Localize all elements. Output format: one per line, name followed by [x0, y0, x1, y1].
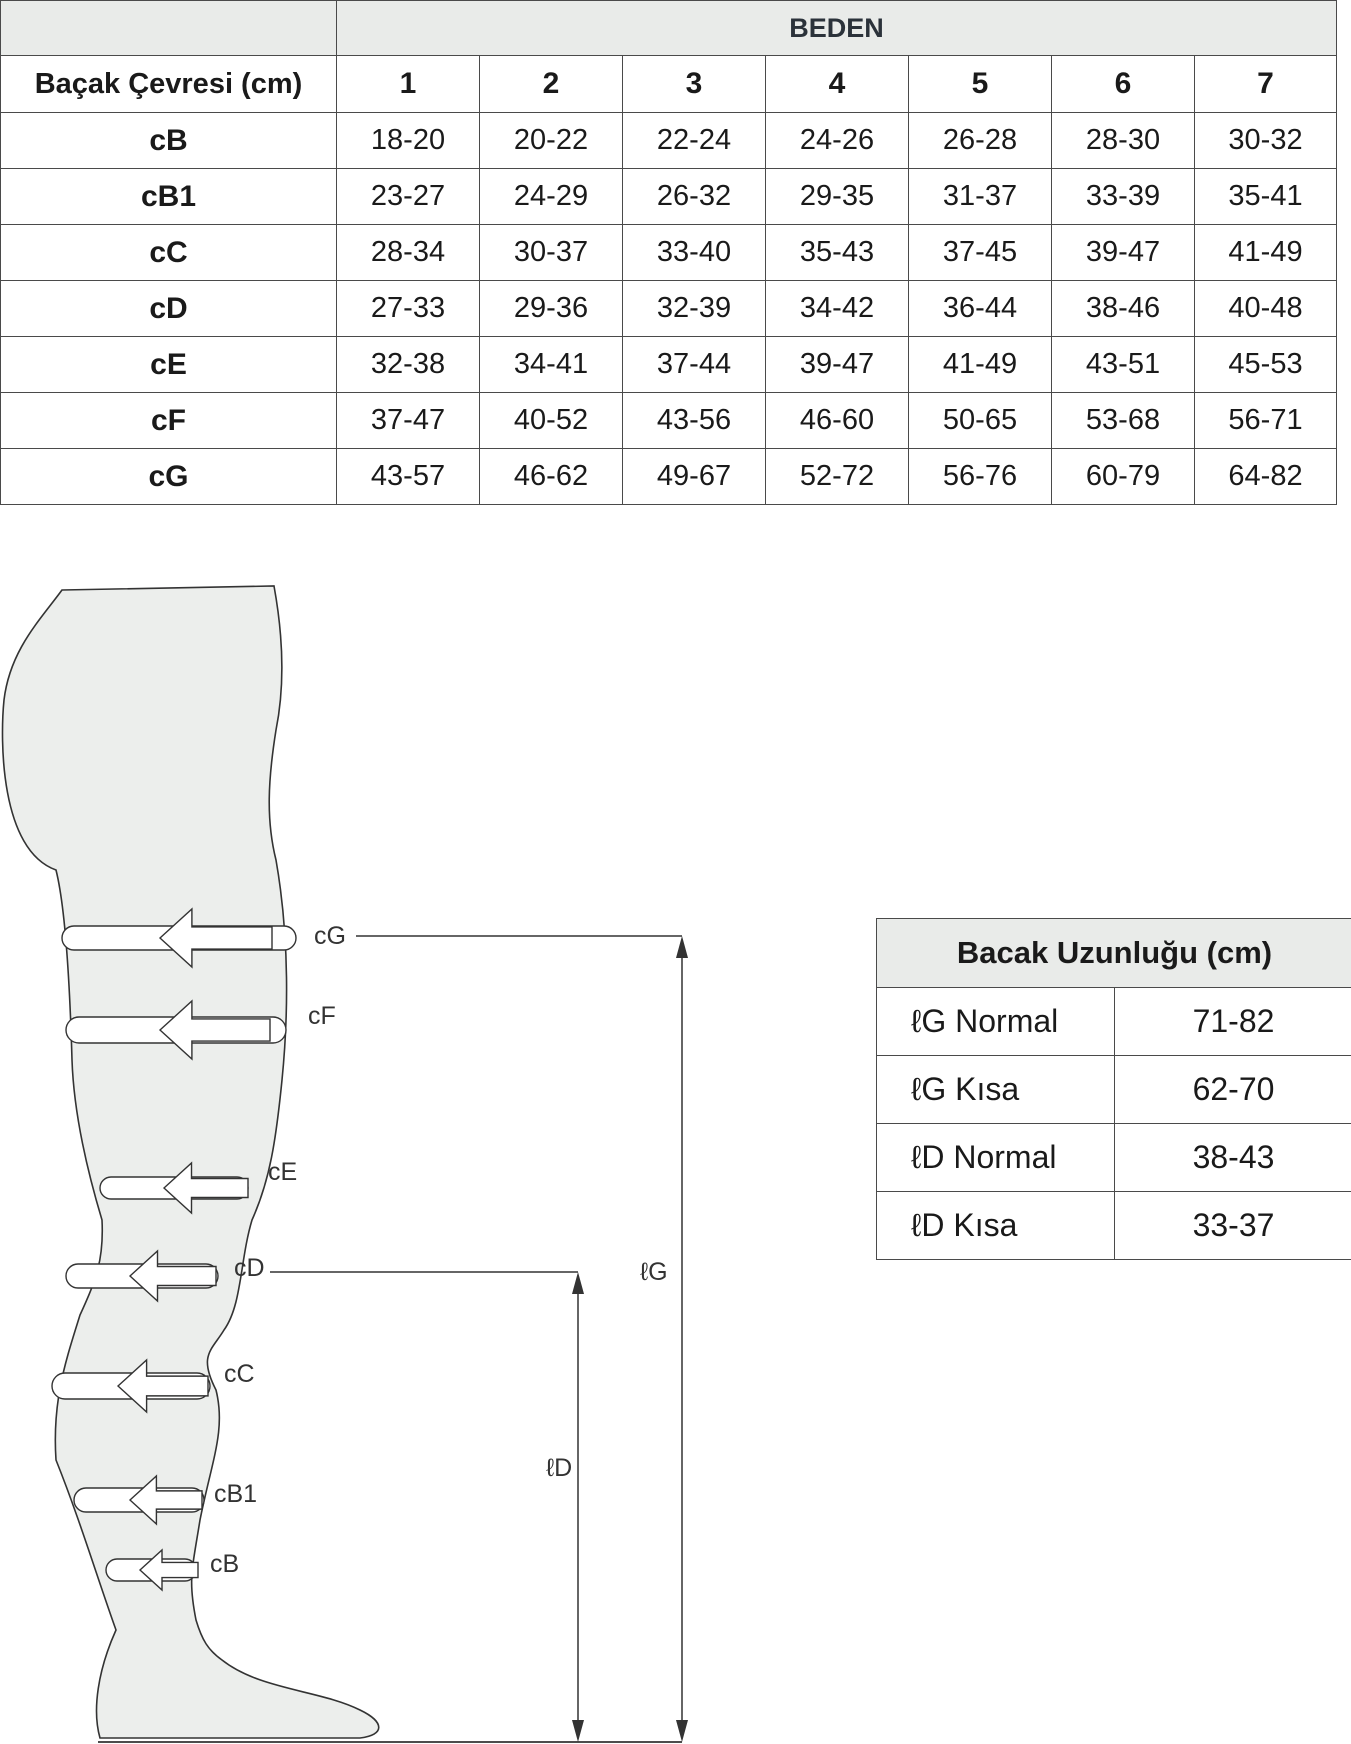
measure-label: cE	[1, 337, 337, 393]
size-header: 6	[1052, 56, 1195, 113]
length-value: 33-37	[1115, 1192, 1351, 1260]
measure-label: cD	[1, 281, 337, 337]
corner-cell	[1, 1, 337, 56]
size-range-cell: 39-47	[766, 337, 909, 393]
length-name: ℓD Normal	[877, 1124, 1115, 1192]
size-range-cell: 37-47	[337, 393, 480, 449]
length-name: ℓD Kısa	[877, 1192, 1115, 1260]
size-range-cell: 64-82	[1195, 449, 1337, 505]
size-range-cell: 33-40	[623, 225, 766, 281]
size-header: 4	[766, 56, 909, 113]
size-range-cell: 43-56	[623, 393, 766, 449]
length-value: 62-70	[1115, 1056, 1351, 1124]
size-range-cell: 24-26	[766, 113, 909, 169]
label-lG: ℓG	[640, 1258, 668, 1286]
size-table	[0, 0, 1337, 505]
length-table-title: Bacak Uzunluğu (cm)	[877, 919, 1351, 988]
label-cG: cG	[314, 922, 346, 950]
size-range-cell: 20-22	[480, 113, 623, 169]
size-range-cell: 37-45	[909, 225, 1052, 281]
size-range-cell: 45-53	[1195, 337, 1337, 393]
size-range-cell: 34-41	[480, 337, 623, 393]
measure-label: cB	[1, 113, 337, 169]
label-cF: cF	[308, 1002, 336, 1030]
size-range-cell: 46-62	[480, 449, 623, 505]
length-row	[877, 1192, 1351, 1260]
size-range-cell: 29-36	[480, 281, 623, 337]
length-table	[876, 918, 1351, 1260]
size-range-cell: 40-48	[1195, 281, 1337, 337]
leg-diagram	[0, 560, 760, 1744]
size-row-cC	[1, 225, 1337, 281]
size-range-cell: 41-49	[1195, 225, 1337, 281]
size-range-cell: 33-39	[1052, 169, 1195, 225]
beden-header: BEDEN	[337, 1, 1337, 56]
size-range-cell: 34-42	[766, 281, 909, 337]
measure-label: cB1	[1, 169, 337, 225]
length-table-body	[877, 988, 1351, 1260]
size-range-cell: 27-33	[337, 281, 480, 337]
lD-dimension-line	[572, 1272, 584, 1742]
size-range-cell: 56-76	[909, 449, 1052, 505]
length-row	[877, 988, 1351, 1056]
size-header: 7	[1195, 56, 1337, 113]
label-cC: cC	[224, 1360, 255, 1388]
row-header: Baçak Çevresi (cm)	[1, 56, 337, 113]
size-range-cell: 39-47	[1052, 225, 1195, 281]
size-range-cell: 26-32	[623, 169, 766, 225]
size-row-cF	[1, 393, 1337, 449]
size-range-cell: 24-29	[480, 169, 623, 225]
label-cE: cE	[268, 1158, 298, 1186]
size-range-cell: 56-71	[1195, 393, 1337, 449]
size-header: 5	[909, 56, 1052, 113]
size-range-cell: 18-20	[337, 113, 480, 169]
size-group-header-row	[1, 1, 1337, 56]
size-range-cell: 37-44	[623, 337, 766, 393]
size-range-cell: 26-28	[909, 113, 1052, 169]
measure-label: cF	[1, 393, 337, 449]
size-header: 1	[337, 56, 480, 113]
length-row	[877, 1124, 1351, 1192]
size-row-cG	[1, 449, 1337, 505]
size-range-cell: 32-39	[623, 281, 766, 337]
size-range-cell: 31-37	[909, 169, 1052, 225]
size-range-cell: 30-32	[1195, 113, 1337, 169]
size-range-cell: 38-46	[1052, 281, 1195, 337]
size-range-cell: 30-37	[480, 225, 623, 281]
size-range-cell: 46-60	[766, 393, 909, 449]
size-range-cell: 28-30	[1052, 113, 1195, 169]
size-row-cE	[1, 337, 1337, 393]
size-row-cD	[1, 281, 1337, 337]
size-row-cB	[1, 113, 1337, 169]
size-range-cell: 29-35	[766, 169, 909, 225]
size-range-cell: 41-49	[909, 337, 1052, 393]
size-range-cell: 49-67	[623, 449, 766, 505]
length-name: ℓG Kısa	[877, 1056, 1115, 1124]
size-range-cell: 40-52	[480, 393, 623, 449]
size-range-cell: 43-57	[337, 449, 480, 505]
length-value: 71-82	[1115, 988, 1351, 1056]
label-cB: cB	[210, 1550, 240, 1578]
size-table-body	[1, 113, 1337, 505]
size-range-cell: 32-38	[337, 337, 480, 393]
measure-label: cC	[1, 225, 337, 281]
label-cD: cD	[234, 1254, 265, 1282]
size-range-cell: 60-79	[1052, 449, 1195, 505]
size-row-cB1	[1, 169, 1337, 225]
size-range-cell: 22-24	[623, 113, 766, 169]
measure-label: cG	[1, 449, 337, 505]
size-range-cell: 50-65	[909, 393, 1052, 449]
size-range-cell: 28-34	[337, 225, 480, 281]
lG-dimension-line	[676, 936, 688, 1742]
size-header: 3	[623, 56, 766, 113]
label-lD: ℓD	[546, 1454, 573, 1482]
size-range-cell: 35-41	[1195, 169, 1337, 225]
length-value: 38-43	[1115, 1124, 1351, 1192]
size-range-cell: 35-43	[766, 225, 909, 281]
size-range-cell: 36-44	[909, 281, 1052, 337]
length-name: ℓG Normal	[877, 988, 1115, 1056]
size-header-row	[1, 56, 1337, 113]
size-header: 2	[480, 56, 623, 113]
size-range-cell: 23-27	[337, 169, 480, 225]
length-row	[877, 1056, 1351, 1124]
length-table-header-row	[877, 919, 1351, 988]
size-range-cell: 52-72	[766, 449, 909, 505]
label-cB1: cB1	[214, 1480, 258, 1508]
size-range-cell: 43-51	[1052, 337, 1195, 393]
size-range-cell: 53-68	[1052, 393, 1195, 449]
